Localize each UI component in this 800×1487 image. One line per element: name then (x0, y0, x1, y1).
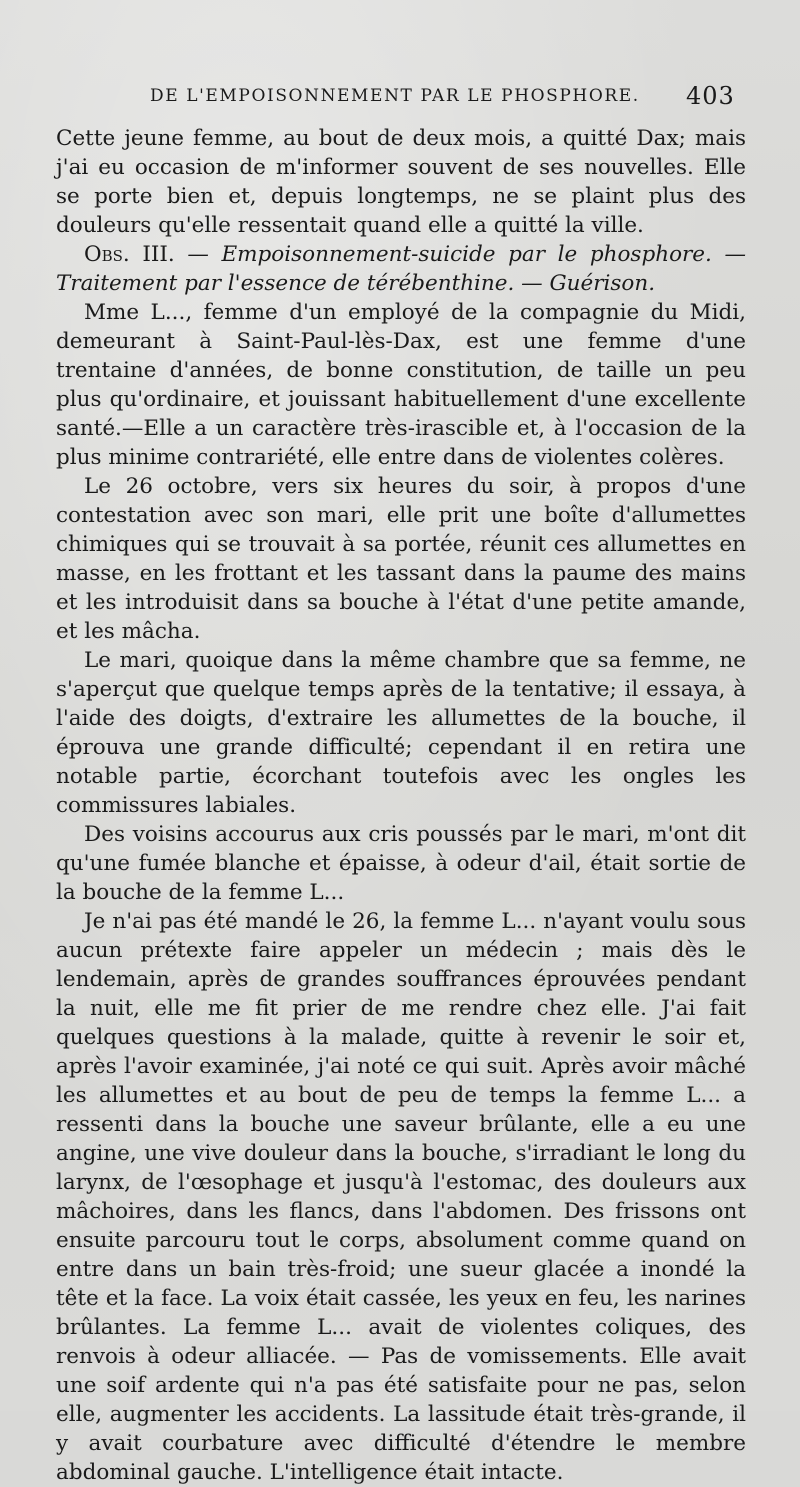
paragraph: Des voisins accourus aux cris poussés par le mari, m'ont dit qu'une fumée blanche et épaisse, à odeur d'ail, était sortie de la bouche de la femme L... (56, 822, 746, 905)
paragraph: Mme L..., femme d'un employé de la compagnie du Midi, demeurant à Saint-Paul-lès-Dax, est une femme d'une trentaine d'années, de bonne constitution, de taille un peu plus qu'ordinaire, et jouissant habituellement d'une excellente santé.—Elle a un caractère très-irascible et, à l'occasion de la plus minime contrariété, elle entre dans de violentes colères. (56, 300, 746, 470)
paragraph: Le 26 octobre, vers six heures du soir, à propos d'une contestation avec son mari, elle prit une boîte d'allumettes chimiques qui se trouvait à sa portée, réunit ces allumettes en masse, en les frottant et les tassant dans la paume des mains et les introduisit dans sa bouche à l'état d'une petite amande, et les mâcha. (56, 474, 746, 644)
observation-heading (56, 240, 746, 298)
page-number: 403 (686, 82, 735, 110)
observation-label: Obs. III. (84, 242, 175, 267)
observation-title: — Empoisonnement-suicide par le phosphore. — Traitement par l'essence de térébenthine. — Guérison. (56, 242, 746, 296)
paragraph: Le mari, quoique dans la même chambre que sa femme, ne s'aperçut que quelque temps après de la tentative; il essaya, à l'aide des doigts, d'extraire les allumettes de la bouche, il éprouva une grande difficulté; cependant il en retira une notable partie, écorchant toutefois avec les ongles les commissures labiales. (56, 648, 746, 818)
body-text (56, 124, 746, 1487)
paragraph: Je n'ai pas été mandé le 26, la femme L... n'ayant voulu sous aucun prétexte faire appeler un médecin ; mais dès le lendemain, après de grandes souffrances éprouvées pendant la nuit, elle me fit prier de me rendre chez elle. J'ai fait quelques questions à la malade, quitte à revenir le soir et, après l'avoir examinée, j'ai noté ce qui suit. Après avoir mâché les allumettes et au bout de peu de temps la femme L... a ressenti dans la bouche une saveur brûlante, elle a eu une angine, une vive douleur dans la bouche, s'irradiant le long du larynx, de l'œsophage et jusqu'à l'estomac, des douleurs aux mâchoires, dans les flancs, dans l'abdomen. Des frissons ont ensuite parcouru tout le corps, absolument comme quand on entre dans un bain très-froid; une sueur glacée a inondé la tête et la face. La voix était cassée, les yeux en feu, les narines brûlantes. La femme L... avait de violentes coliques, des renvois à odeur alliacée. — Pas de vomissements. Elle avait une soif ardente qui n'a pas été satisfaite pour ne pas, selon elle, augmenter les accidents. La lassitude était très-grande, il y avait courbature avec difficulté d'étendre le membre abdominal gauche. L'intelligence était intacte. (56, 909, 746, 1485)
running-title: DE L'EMPOISONNEMENT PAR LE PHOSPHORE. (150, 86, 640, 106)
paragraph: Cette jeune femme, au bout de deux mois, a quitté Dax; mais j'ai eu occasion de m'informer souvent de ses nouvelles. Elle se porte bien et, depuis longtemps, ne se plaint plus des douleurs qu'elle ressentait quand elle a quitté la ville. (56, 126, 746, 238)
